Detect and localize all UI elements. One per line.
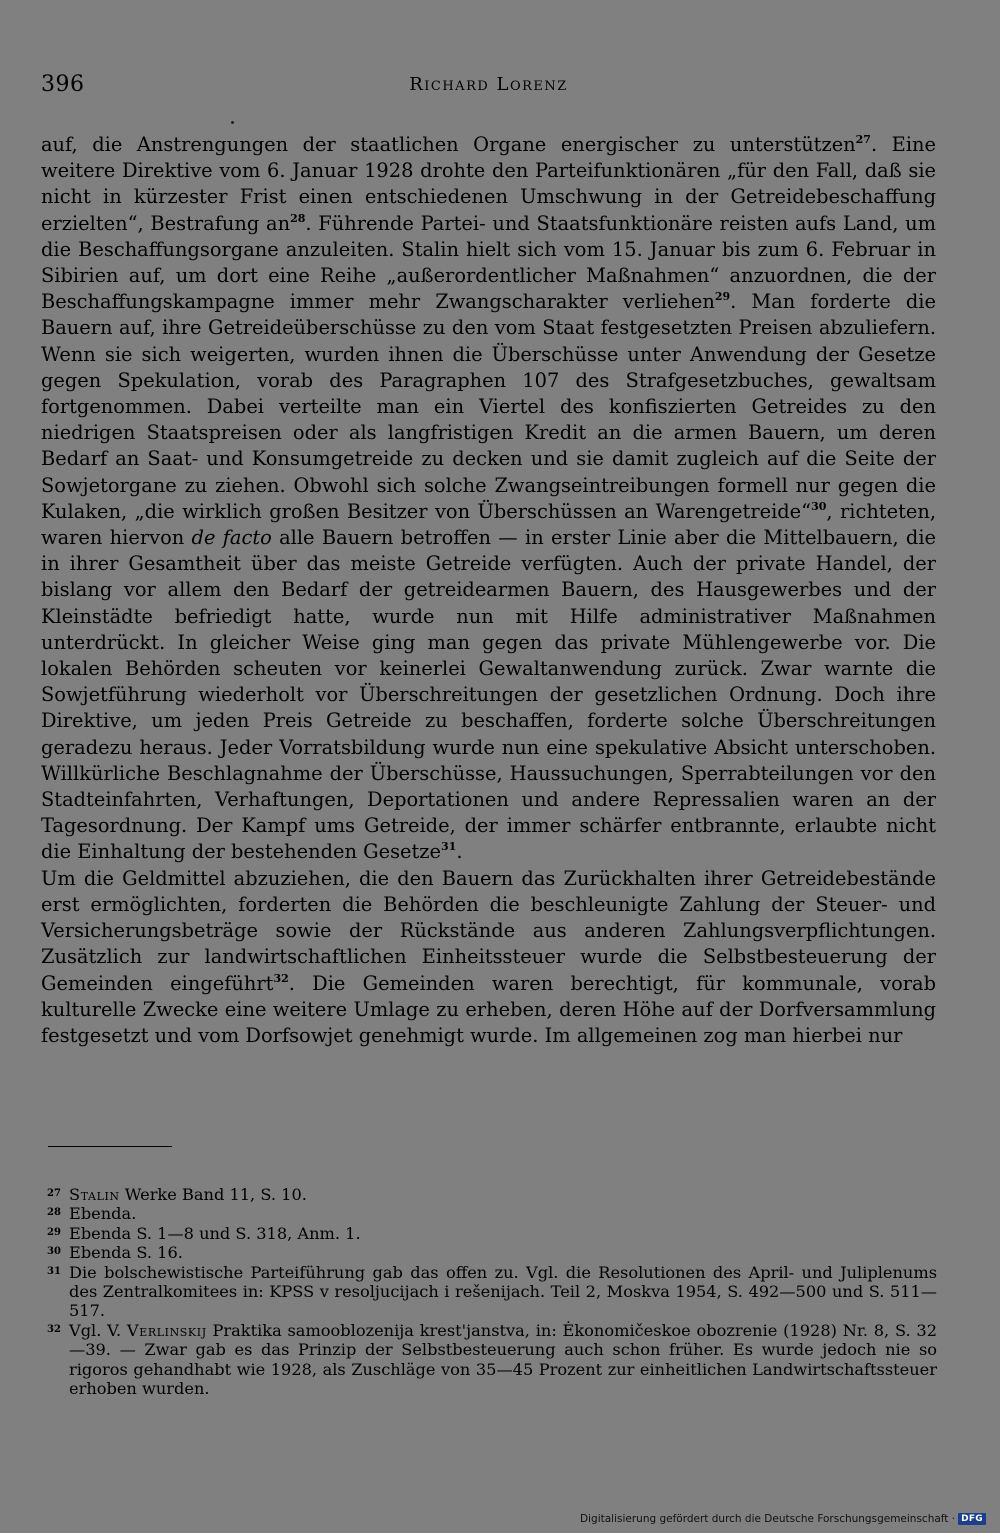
running-head: Richard Lorenz: [409, 74, 568, 95]
footnote-30: 30 Ebenda S. 16.: [47, 1243, 183, 1263]
paragraph-2: Um die Geldmittel abzuziehen, die den Bauern das Zurückhalten ihrer Getreidebestände erst ermöglichten, forderten die Behörden die beschleunigte Zahlung der Steuer- und Versicherungsbeträge sowie der Rückstände aus anderen Zahlungsverpflichtungen. Zusätzlich zur landwirtschaftlichen Einheitssteuer wurde die Selbstbesteuerung der Gemeinden eingeführt$^{32}$. Die Gemeinden waren berechtigt, für kommunale, vorab kulturelle Zwecke eine weitere Umlage zu erheben, deren Höhe auf der Dorfversammlung festgesetzt und vom Dorfsowjet genehmigt wurde. Im allgemeinen zog man hierbei nur: [41, 866, 937, 1047]
footnote-separator: [48, 1146, 172, 1147]
footnote-ref-32[interactable]: 32: [273, 971, 289, 985]
paragraph-1: auf, die Anstrengungen der staatlichen Organe energischer zu unterstützen$^{27}$. Eine weitere Direktive vom 6. Januar 1928 drohte den Parteifunktionären „für den Fall, daß sie nicht in kürzester Frist einen entschiedenen Umschwung in der Getreidebeschaffung erzielten“, Bestrafung an$^{28}$. Führende Partei- und Staatsfunktionäre reisten aufs Land, um die Beschaffungsorgane anzuleiten. Stalin hielt sich vom 15. Januar bis zum 6. Februar in Sibirien auf, um dort eine Reihe „außerordentlicher Maßnahmen“ anzuordnen, die der Beschaffungskampagne immer mehr Zwangscharakter verliehen$^{29}$. Man forderte die Bauern auf, ihre Getreideüberschüsse zu den vom Staat festgesetzten Preisen abzuliefern. Wenn sie sich weigerten, wurden ihnen die Überschüsse unter Anwendung der Gesetze gegen Spekulation, vorab des Paragraphen 107 des Strafgesetzbuches, gewaltsam fortgenommen. Dabei verteilte man ein Viertel des konfiszierten Getreides zu den niedrigen Staatspreisen oder als langfristigen Kredit an die armen Bauern, um deren Bedarf an Saat- und Konsumgetreide zu decken und sie damit zugleich auf die Seite der Sowjetorgane zu ziehen. Obwohl sich solche Zwangseintreibungen formell nur gegen die Kulaken, „die wirklich großen Besitzer von Überschüssen an Warengetreide“$^{30}$, richteten, waren hiervon de facto alle Bauern betroffen — in erster Linie aber die Mittelbauern, die in ihrer Gesamtheit über das meiste Getreide verfügten. Auch der private Handel, der bislang vor allem den Bedarf der getreidearmen Bauern, des Hausgewerbes und der Kleinstädte befriedigt hatte, wurde nun mit Hilfe administrativer Maßnahmen unterdrückt. In gleicher Weise ging man gegen das private Mühlengewerbe vor. Die lokalen Behörden scheuten vor keinerlei Gewaltanwendung zurück. Zwar warnte die Sowjetführung wiederholt vor Überschreitungen der gesetzlichen Ordnung. Doch ihre Direktive, um jeden Preis Getreide zu beschaffen, forderte solche Überschreitungen geradezu heraus. Jeder Vorratsbildung wurde nun eine spekulative Absicht unterschoben. Willkürliche Beschlagnahme der Überschüsse, Haussuchungen, Sperrabteilungen vor den Stadteinfahrten, Verhaftungen, Deportationen und andere Repressalien waren an der Tagesordnung. Der Kampf ums Getreide, der immer schärfer entbrannte, erlaubte nicht die Einhaltung der bestehenden Gesetze$^{31}$.: [41, 133, 936, 864]
body-text: [41, 132, 936, 1049]
footnote-28: 28 Ebenda.: [47, 1204, 137, 1224]
footnotes: [47, 1185, 937, 1398]
footnote-ref-28[interactable]: 28: [290, 211, 306, 225]
credit-text: Digitalisierung gefördert durch die Deutsche Forschungsgemeinschaft ·: [580, 1513, 956, 1525]
page-number: 396: [41, 72, 85, 97]
page-header: [41, 72, 936, 106]
footnote-27: 27 Stalin Werke Band 11, S. 10.: [47, 1185, 307, 1204]
footnote-ref-31[interactable]: 31: [441, 840, 457, 854]
scan-speck: [231, 121, 234, 124]
footnote-ref-29[interactable]: 29: [714, 290, 731, 304]
footnote-31: 31 Die bolschewistische Parteiführung gab das offen zu. Vgl. die Resolutionen des April- und Juliplenums des Zentralkomitees in: KPSS v resoljucijach i rešenijach. Teil 2, Moskva 1954, S. 492—500 und S. 511—517.: [47, 1262, 937, 1321]
digitization-credit: [580, 1513, 986, 1525]
footnote-ref-27[interactable]: 27: [855, 133, 871, 146]
footnote-ref-30[interactable]: 30: [811, 499, 827, 513]
italic-term: de facto: [191, 526, 272, 550]
dfg-logo[interactable]: DFG: [958, 1513, 986, 1525]
footnote-29: 29 Ebenda S. 1—8 und S. 318, Anm. 1.: [47, 1223, 361, 1243]
footnote-32: 32 Vgl. V. Verlinskij Praktika samooblozenija krest'janstva, in: Ėkonomičeskoe obozrenie (1928) Nr. 8, S. 32—39. — Zwar gab es das Prinzip der Selbstbesteuerung auch schon früher. Es wurde jedoch nie so rigoros gehandhabt wie 1928, als Zuschläge von 35—45 Prozent zur einheitlichen Landwirtschaftssteuer erhoben wurden.: [47, 1320, 937, 1399]
